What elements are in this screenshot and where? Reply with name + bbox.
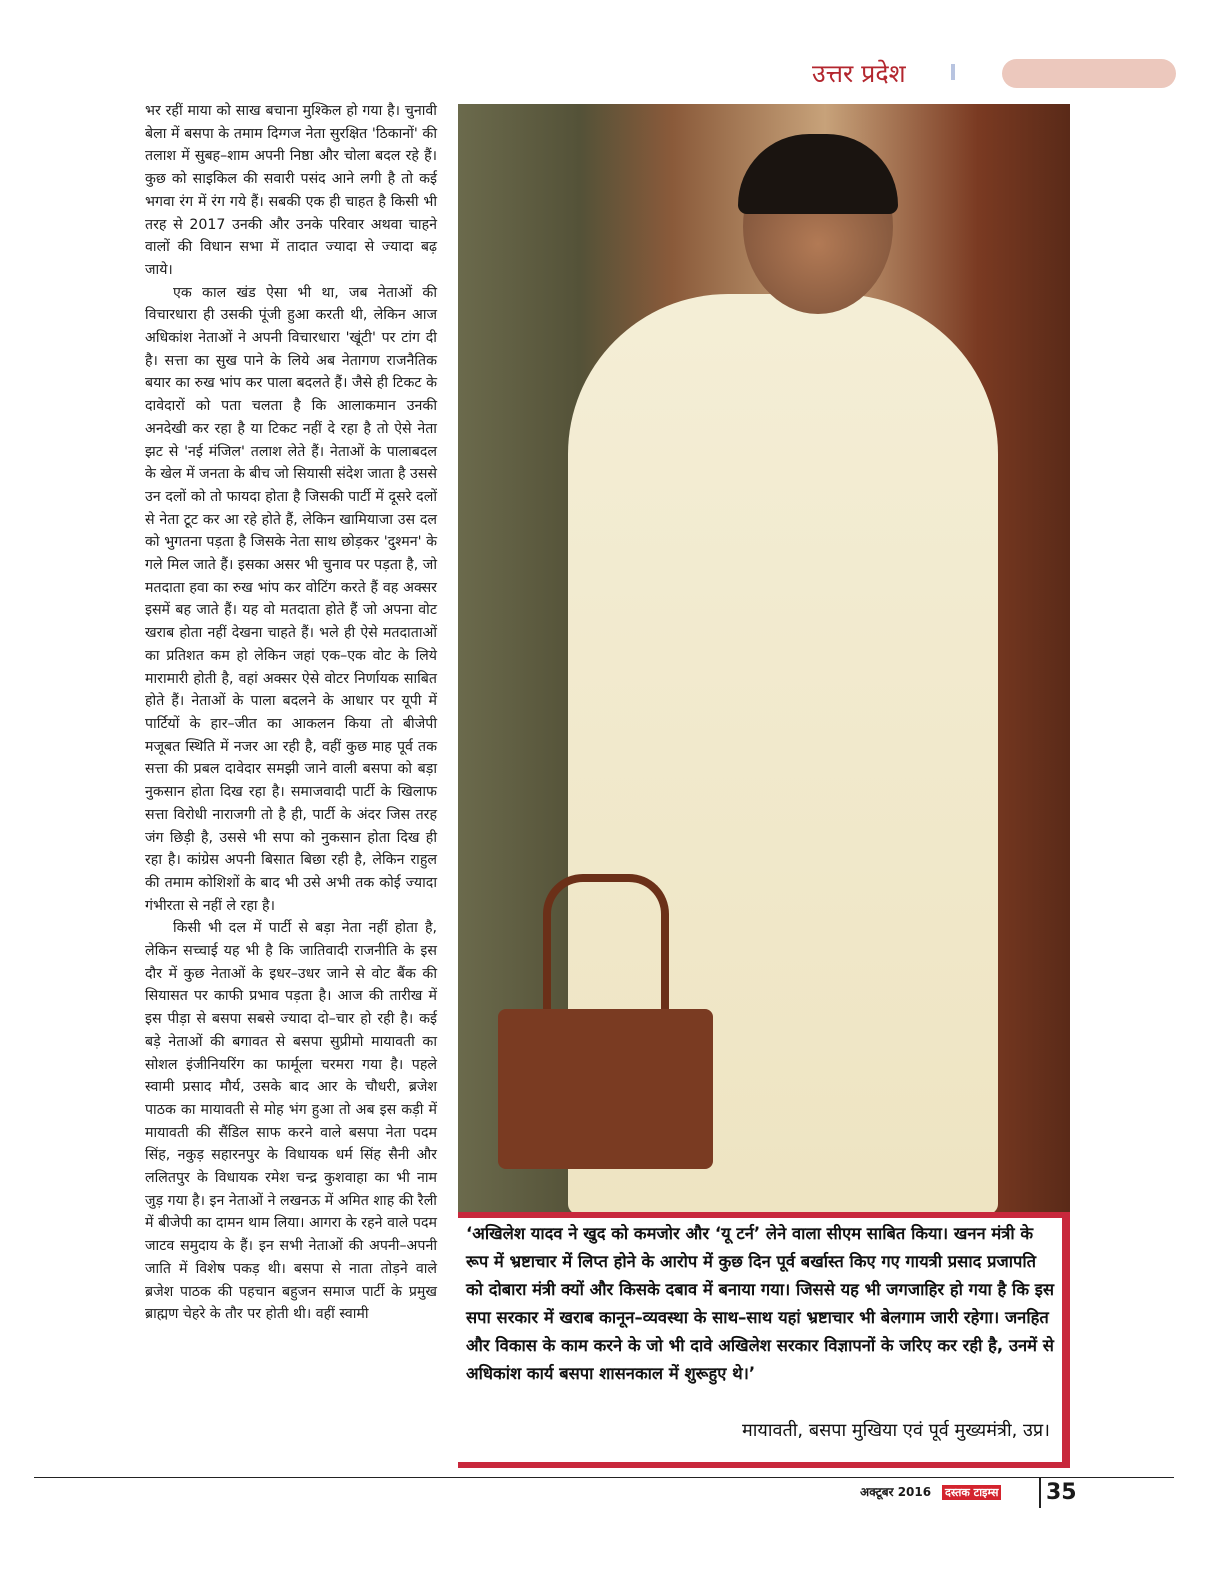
article-photo	[458, 104, 1070, 1212]
pull-quote-box	[458, 1212, 1070, 1468]
footer-rule	[34, 1477, 1174, 1478]
article-paragraph: किसी भी दल में पार्टी से बड़ा नेता नहीं होता है, लेकिन सच्चाई यह भी है कि जातिवादी राजनीति के इस दौर में कुछ नेताओं के इधर–उधर जाने से वोट बैंक की सियासत पर काफी प्रभाव पड़ता है। आज की तारीख में इस पीड़ा से बसपा सबसे ज्यादा दो–चार हो रही है। कई बड़े नेताओं की बगावत से बसपा सुप्रीमो मायावती का सोशल इंजीनियरिंग का फार्मूला चरमरा गया है। पहले स्वामी प्रसाद मौर्य, उसके बाद आर के चौधरी, ब्रजेश पाठक का मायावती से मोह भंग हुआ तो अब इस कड़ी में मायावती की सैंडिल साफ करने वाले बसपा नेता पदम सिंह, नकुड़ सहारनपुर के विधायक धर्म सिंह सैनी और ललितपुर के विधायक रमेश चन्द्र कुशवाहा का भी नाम जुड़ गया है। इन नेताओं ने लखनऊ में अमित शाह की रैली में बीजेपी का दामन थाम लिया। आगरा के रहने वाले पदम जाटव समुदाय के हैं। इन सभी नेताओं की अपनी–अपनी जाति में विशेष पकड़ थी। बसपा से नाता तोड़ने वाले ब्रजेश पाठक की पहचान बहुजन समाज पार्टी के प्रमुख ब्राह्मण चेहरे के तौर पर होती थी। वहीं स्वामी	[145, 920, 437, 1323]
section-separator	[951, 64, 955, 80]
photo-figure-hair	[738, 134, 898, 214]
article-paragraph: भर रहीं माया को साख बचाना मुश्किल हो गया है। चुनावी बेला में बसपा के तमाम दिग्गज नेता सुरक्षित 'ठिकानों' की तलाश में सुबह–शाम अपनी निष्ठा और चोला बदल रहे हैं। कुछ को साइकिल की सवारी पसंद आने लगी है तो कई भगवा रंग में रंग गये हैं। सबकी एक ही चाहत है किसी भी तरह से 2017 उनकी और उनके परिवार अथवा चाहने वालों की विधान सभा में तादात ज्यादा से ज्यादा बढ़ जाये।	[145, 103, 437, 278]
article-column	[145, 100, 437, 1326]
footer-separator	[1039, 1478, 1041, 1508]
article-paragraph: एक काल खंड ऐसा भी था, जब नेताओं की विचारधारा ही उसकी पूंजी हुआ करती थी, लेकिन आज अधिकांश नेताओं ने अपनी विचारधारा 'खूंटी' पर टांग दी है। सत्ता का सुख पाने के लिये अब नेतागण राजनैतिक बयार का रुख भांप कर पाला बदलते हैं। जैसे ही टिकट के दावेदारों को पता चलता है कि आलाकमान उनकी अनदेखी कर रहा है या टिकट नहीं दे रहा है तो ऐसे नेता झट से 'नई मंजिल' तलाश लेते हैं। नेताओं के पालाबदल के खेल में जनता के बीच जो सियासी संदेश जाता है उससे उन दलों को तो फायदा होता है जिसकी पार्टी में दूसरे दलों से नेता टूट कर आ रहे होते हैं, लेकिन खामियाजा उस दल को भुगतना पड़ता है जिसके नेता साथ छोड़कर 'दुश्मन' के गले मिल जाते हैं। इसका असर भी चुनाव पर पड़ता है, जो मतदाता हवा का रुख भांप कर वोटिंग करते हैं वह अक्सर इसमें बह जाते हैं। यह वो मतदाता होते हैं जो अपना वोट खराब होता नहीं देखना चाहते हैं। भले ही ऐसे मतदाताओं का प्रतिशत कम हो लेकिन जहां एक–एक वोट के लिये मारामारी होती है, वहां अक्सर ऐसे वोटर निर्णायक साबित होते हैं। नेताओं के पाला बदलने के आधार पर यूपी में पार्टियों के हार–जीत का आकलन किया तो बीजेपी मजूबत स्थिति में नजर आ रही है, वहीं कुछ माह पूर्व तक सत्ता की प्रबल दावेदार समझी जाने वाली बसपा को बड़ा नुकसान होता दिख रहा है। समाजवादी पार्टी के खिलाफ सत्ता विरोधी नाराजगी तो है ही, पार्टी के अंदर जिस तरह जंग छिड़ी है, उससे भी सपा को नुकसान होता दिख ही रहा है। कांग्रेस अपनी बिसात बिछा रही है, लेकिन राहुल की तमाम कोशिशों के बाद भी उसे अभी तक कोई ज्यादा गंभीरता से नहीं ले रहा है।	[145, 284, 437, 914]
section-title: उत्तर प्रदेश	[812, 59, 906, 88]
photo-bag	[498, 1009, 713, 1169]
footer-date: अक्टूबर 2016	[860, 1485, 932, 1499]
magazine-logo: दस्तक टाइम्स	[942, 1485, 1001, 1500]
page-number: 35	[1046, 1480, 1077, 1505]
section-pill-decoration	[1002, 59, 1176, 88]
pull-quote-text: ‘अखिलेश यादव ने खुद को कमजोर और ‘यू टर्न’ लेने वाला सीएम साबित किया। खनन मंत्री के रूप में भ्रष्टाचार में लिप्त होने के आरोप में कुछ दिन पूर्व बर्खास्त किए गए गायत्री प्रसाद प्रजापति को दोबारा मंत्री क्यों और किसके दबाव में बनाया गया। जिससे यह भी जगजाहिर हो गया है कि इस सपा सरकार में खराब कानून–व्यवस्था के साथ–साथ यहां भ्रष्टाचार भी बेलगाम जारी रहेगा। जनहित और विकास के काम करने के जो भी दावे अखिलेश सरकार विज्ञापनों के जरिए कर रही है, उनमें से अधिकांश कार्य बसपा शासनकाल में शुरूहुए थे।’	[466, 1224, 1054, 1383]
pull-quote-source: मायावती, बसपा मुखिया एवं पूर्व मुख्यमंत्री, उप्र।	[741, 1420, 1050, 1441]
